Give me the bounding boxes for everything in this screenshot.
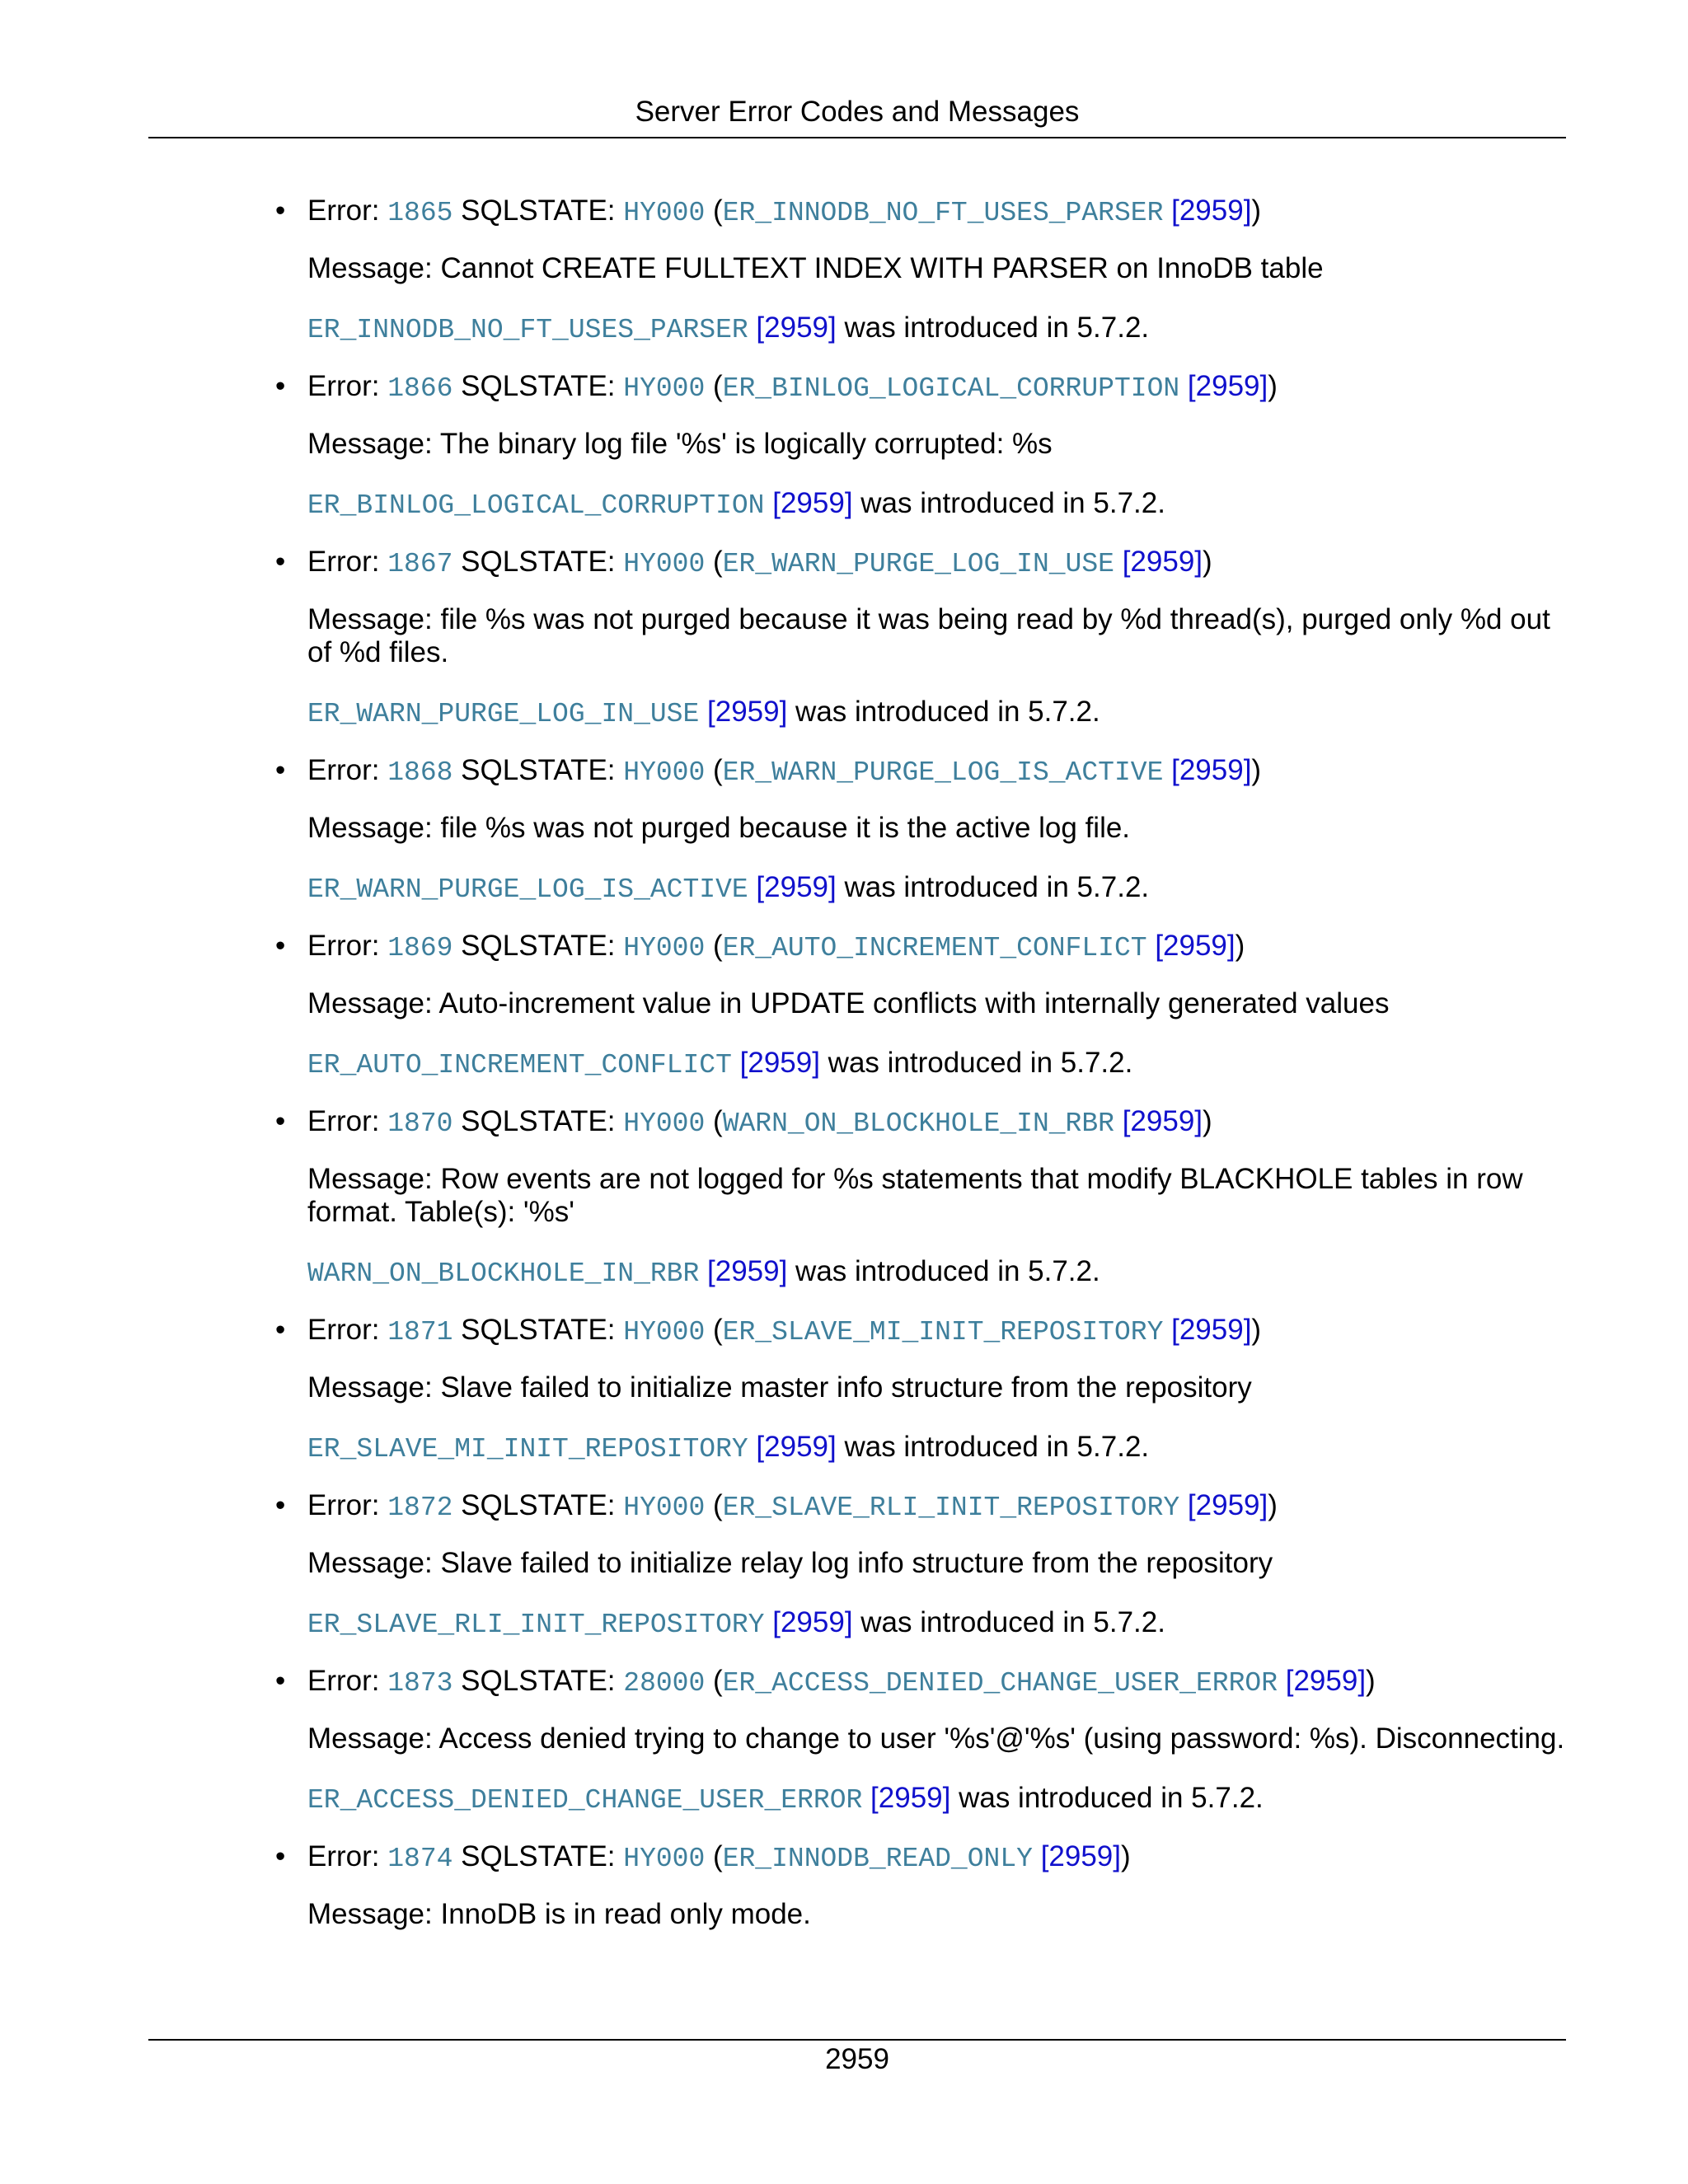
sqlstate-label: SQLSTATE: [452, 1314, 624, 1346]
bullet-icon: • [275, 546, 286, 578]
error-code: 1870 [387, 1108, 453, 1139]
page-number: 2959 [825, 2043, 889, 2075]
bullet-icon: • [275, 1105, 286, 1137]
error-code: 1866 [387, 373, 453, 404]
page-ref-link[interactable]: [2959] [1122, 1105, 1203, 1137]
error-symbol-link[interactable]: ER_WARN_PURGE_LOG_IS_ACTIVE [307, 874, 748, 905]
sqlstate-value: HY000 [623, 1493, 706, 1523]
bullet-icon: • [275, 1840, 286, 1872]
header-divider [148, 137, 1566, 138]
introduced-note: ER_SLAVE_RLI_INIT_REPOSITORY [2959] was introduced in 5.7.2. [307, 1606, 1165, 1640]
error-symbol-link[interactable]: ER_WARN_PURGE_LOG_IN_USE [307, 699, 700, 729]
introduced-note: ER_INNODB_NO_FT_USES_PARSER [2959] was introduced in 5.7.2. [307, 312, 1150, 345]
error-symbol-link[interactable]: ER_SLAVE_MI_INIT_REPOSITORY [307, 1434, 748, 1465]
error-symbol-link[interactable]: ER_INNODB_NO_FT_USES_PARSER [722, 198, 1164, 228]
error-message: Message: Access denied trying to change to user '%s'@'%s' (using password: %s). Disconnecting. [307, 1722, 1565, 1755]
page-ref-link[interactable]: [2959] [1187, 370, 1268, 402]
page-ref-link[interactable]: [2959] [1285, 1665, 1367, 1697]
page-ref-link[interactable]: [2959] [1187, 1489, 1268, 1521]
error-symbol-link[interactable]: ER_SLAVE_RLI_INIT_REPOSITORY [722, 1493, 1180, 1523]
error-heading: Error: 1874 SQLSTATE: HY000 (ER_INNODB_READ_ONLY [2959]) [307, 1840, 1131, 1874]
page-ref-link[interactable]: [2959] [772, 1606, 853, 1638]
error-heading: Error: 1870 SQLSTATE: HY000 (WARN_ON_BLOCKHOLE_IN_RBR [2959]) [307, 1105, 1212, 1139]
error-message: Message: file %s was not purged because it was being read by %d thread(s), purged only %d out of %d files. [307, 603, 1550, 668]
error-symbol-link[interactable]: ER_INNODB_READ_ONLY [722, 1844, 1033, 1874]
page-ref-link[interactable]: [2959] [772, 487, 853, 519]
page-ref-link[interactable]: [2959] [756, 1431, 837, 1463]
error-code: 1874 [387, 1844, 453, 1874]
error-symbol-link[interactable]: ER_BINLOG_LOGICAL_CORRUPTION [722, 373, 1180, 404]
error-label: Error: [307, 930, 388, 962]
error-heading: Error: 1871 SQLSTATE: HY000 (ER_SLAVE_MI_INIT_REPOSITORY [2959]) [307, 1314, 1262, 1347]
bullet-icon: • [275, 1489, 286, 1521]
introduced-note: ER_WARN_PURGE_LOG_IS_ACTIVE [2959] was introduced in 5.7.2. [307, 871, 1150, 905]
sqlstate-value: HY000 [623, 198, 706, 228]
error-heading: Error: 1872 SQLSTATE: HY000 (ER_SLAVE_RLI_INIT_REPOSITORY [2959]) [307, 1489, 1278, 1523]
error-symbol-link[interactable]: ER_ACCESS_DENIED_CHANGE_USER_ERROR [307, 1785, 863, 1816]
error-message: Message: file %s was not purged because it is the active log file. [307, 812, 1131, 844]
error-label: Error: [307, 370, 388, 402]
error-heading: Error: 1869 SQLSTATE: HY000 (ER_AUTO_INCREMENT_CONFLICT [2959]) [307, 930, 1245, 963]
error-heading: Error: 1868 SQLSTATE: HY000 (ER_WARN_PURGE_LOG_IS_ACTIVE [2959]) [307, 754, 1262, 788]
error-heading: Error: 1866 SQLSTATE: HY000 (ER_BINLOG_LOGICAL_CORRUPTION [2959]) [307, 370, 1278, 404]
error-heading: Error: 1867 SQLSTATE: HY000 (ER_WARN_PURGE_LOG_IN_USE [2959]) [307, 546, 1212, 579]
sqlstate-label: SQLSTATE: [452, 1105, 624, 1137]
page-ref-link[interactable]: [2959] [707, 696, 788, 728]
error-symbol-link[interactable]: ER_SLAVE_MI_INIT_REPOSITORY [722, 1317, 1164, 1347]
page-header-title: Server Error Codes and Messages [635, 96, 1080, 128]
page-ref-link[interactable]: [2959] [739, 1047, 820, 1079]
error-message: Message: Slave failed to initialize master info structure from the repository [307, 1371, 1252, 1404]
error-symbol-link[interactable]: ER_SLAVE_RLI_INIT_REPOSITORY [307, 1610, 765, 1640]
sqlstate-value: HY000 [623, 373, 706, 404]
error-message: Message: Row events are not logged for %s statements that modify BLACKHOLE tables in row format. Table(s): '%s' [307, 1163, 1523, 1228]
introduced-note: ER_WARN_PURGE_LOG_IN_USE [2959] was introduced in 5.7.2. [307, 696, 1100, 729]
error-symbol-link[interactable]: ER_AUTO_INCREMENT_CONFLICT [307, 1050, 732, 1080]
sqlstate-label: SQLSTATE: [452, 754, 624, 786]
error-message: Message: Cannot CREATE FULLTEXT INDEX WITH PARSER on InnoDB table [307, 252, 1324, 284]
bullet-icon: • [275, 370, 286, 402]
page-ref-link[interactable]: [2959] [1171, 194, 1252, 227]
error-label: Error: [307, 194, 388, 227]
error-label: Error: [307, 546, 388, 578]
error-label: Error: [307, 1314, 388, 1346]
sqlstate-label: SQLSTATE: [452, 930, 624, 962]
page-ref-link[interactable]: [2959] [756, 312, 837, 344]
bullet-icon: • [275, 1314, 286, 1346]
error-symbol-link[interactable]: WARN_ON_BLOCKHOLE_IN_RBR [307, 1258, 700, 1289]
sqlstate-value: HY000 [623, 1108, 706, 1139]
sqlstate-value: 28000 [623, 1668, 706, 1699]
sqlstate-label: SQLSTATE: [452, 1489, 624, 1521]
introduced-note: ER_BINLOG_LOGICAL_CORRUPTION [2959] was introduced in 5.7.2. [307, 487, 1165, 521]
bullet-icon: • [275, 930, 286, 962]
page-ref-link[interactable]: [2959] [1122, 546, 1203, 578]
page-ref-link[interactable]: [2959] [1155, 930, 1236, 962]
error-message: Message: InnoDB is in read only mode. [307, 1898, 811, 1930]
error-code: 1871 [387, 1317, 453, 1347]
error-symbol-link[interactable]: WARN_ON_BLOCKHOLE_IN_RBR [722, 1108, 1114, 1139]
error-code: 1869 [387, 933, 453, 963]
error-code: 1873 [387, 1668, 453, 1699]
sqlstate-label: SQLSTATE: [452, 1665, 624, 1697]
bullet-icon: • [275, 1665, 286, 1697]
error-symbol-link[interactable]: ER_WARN_PURGE_LOG_IS_ACTIVE [722, 757, 1164, 788]
error-message: Message: Auto-increment value in UPDATE conflicts with internally generated values [307, 987, 1390, 1019]
introduced-note: WARN_ON_BLOCKHOLE_IN_RBR [2959] was introduced in 5.7.2. [307, 1255, 1100, 1289]
error-heading: Error: 1873 SQLSTATE: 28000 (ER_ACCESS_DENIED_CHANGE_USER_ERROR [2959]) [307, 1665, 1376, 1699]
bullet-icon: • [275, 754, 286, 786]
sqlstate-value: HY000 [623, 757, 706, 788]
sqlstate-value: HY000 [623, 1844, 706, 1874]
error-code: 1872 [387, 1493, 453, 1523]
error-message: Message: Slave failed to initialize relay log info structure from the repository [307, 1547, 1273, 1579]
page-ref-link[interactable]: [2959] [756, 871, 837, 903]
error-code: 1865 [387, 198, 453, 228]
error-symbol-link[interactable]: ER_AUTO_INCREMENT_CONFLICT [722, 933, 1147, 963]
error-code: 1867 [387, 549, 453, 579]
error-label: Error: [307, 1840, 388, 1872]
error-label: Error: [307, 1665, 388, 1697]
sqlstate-value: HY000 [623, 933, 706, 963]
error-label: Error: [307, 1489, 388, 1521]
introduced-note: ER_SLAVE_MI_INIT_REPOSITORY [2959] was introduced in 5.7.2. [307, 1431, 1150, 1465]
error-label: Error: [307, 1105, 388, 1137]
sqlstate-value: HY000 [623, 1317, 706, 1347]
page-ref-link[interactable]: [2959] [707, 1255, 788, 1287]
page-ref-link[interactable]: [2959] [1171, 754, 1252, 786]
error-label: Error: [307, 754, 388, 786]
page-ref-link[interactable]: [2959] [1171, 1314, 1252, 1346]
error-heading: Error: 1865 SQLSTATE: HY000 (ER_INNODB_NO_FT_USES_PARSER [2959]) [307, 194, 1262, 228]
sqlstate-value: HY000 [623, 549, 706, 579]
error-code: 1868 [387, 757, 453, 788]
error-symbol-link[interactable]: ER_INNODB_NO_FT_USES_PARSER [307, 315, 748, 345]
sqlstate-label: SQLSTATE: [452, 1840, 624, 1872]
sqlstate-label: SQLSTATE: [452, 546, 624, 578]
introduced-note: ER_AUTO_INCREMENT_CONFLICT [2959] was introduced in 5.7.2. [307, 1047, 1133, 1080]
sqlstate-label: SQLSTATE: [452, 370, 624, 402]
error-message: Message: The binary log file '%s' is logically corrupted: %s [307, 428, 1053, 460]
error-symbol-link[interactable]: ER_BINLOG_LOGICAL_CORRUPTION [307, 490, 765, 521]
sqlstate-label: SQLSTATE: [452, 194, 624, 227]
introduced-note: ER_ACCESS_DENIED_CHANGE_USER_ERROR [2959] was introduced in 5.7.2. [307, 1782, 1264, 1816]
error-symbol-link[interactable]: ER_ACCESS_DENIED_CHANGE_USER_ERROR [722, 1668, 1278, 1699]
page-ref-link[interactable]: [2959] [1040, 1840, 1121, 1872]
bullet-icon: • [275, 194, 286, 227]
footer-divider [148, 2039, 1566, 2041]
page-ref-link[interactable]: [2959] [870, 1782, 951, 1814]
error-symbol-link[interactable]: ER_WARN_PURGE_LOG_IN_USE [722, 549, 1114, 579]
